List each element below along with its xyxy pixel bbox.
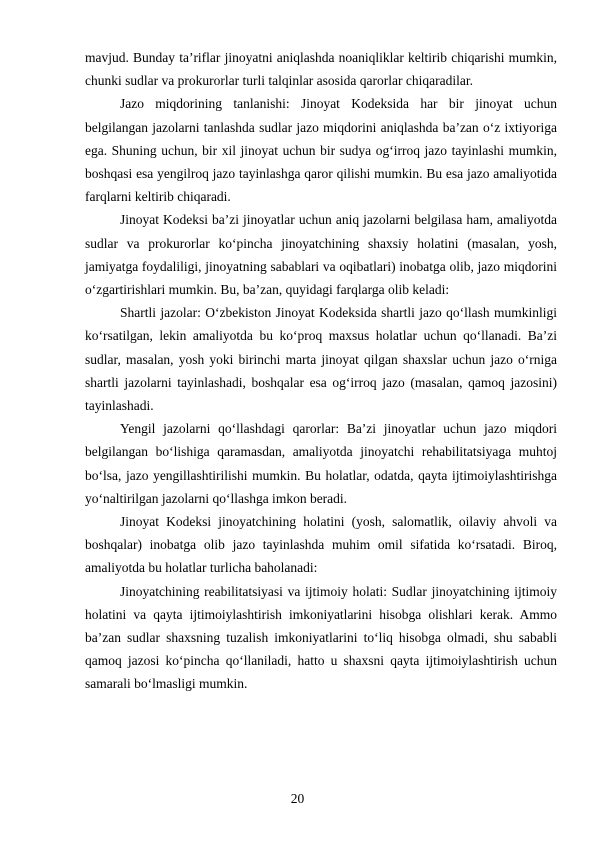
paragraph-conditional-sentences: Shartli jazolar: O‘zbekiston Jinoyat Kodeksida shartli jazo qo‘llash mumkinligi ko‘rsatilgan, lekin amaliyotda bu ko‘proq maxsus holatlar uchun qo‘llanadi. Ba’zi sudlar, masalan, yosh yoki birinchi marta jinoyat qilgan shaxslar uchun jazo o‘rniga shartli jazolarni tayinlashadi, boshqalar esa og‘irroq jazo (masalan, qamoq jazosini) tayinlashadi. <box>85 305 557 414</box>
paragraph-continuation: mavjud. Bunday ta’riflar jinoyatni aniqlashda noaniqliklar keltirib chiqarishi mumkin, chunki sudlar va prokurorlar turli talqinlar asosida qarorlar chiqaradilar. <box>85 50 557 89</box>
paragraph-rehabilitation: Jinoyatchining reabilitatsiyasi va ijtimoiy holati: Sudlar jinoyatchining ijtimoiy holatini va qayta ijtimoiylashtirish imkoniyatlarini hisobga olishlari kerak. Ammo ba’zan sudlar shaxsning tuzalish imkoniyatlarini to‘liq hisobga olmadi, shu sababli qamoq jazosi ko‘pincha qo‘llaniladi, hatto u shaxsni qayta ijtimoiylashtirish uchun samarali bo‘lmasligi mumkin. <box>85 583 557 692</box>
paragraph-lighter-sentences: Yengil jazolarni qo‘llashdagi qarorlar: Ba’zi jinoyatlar uchun jazo miqdori belgilangan bo‘lishiga qaramasdan, amaliyotda jinoyatchi rehabilitatsiyaga muhtoj bo‘lsa, jazo yengillashtirilishi mumkin. Bu holatlar, odatda, qayta ijtimoiylashtirishga yo‘naltirilgan jazolarni qo‘llashga imkon beradi. <box>85 421 557 506</box>
page-number: 20 <box>290 791 305 806</box>
body-text <box>85 46 557 696</box>
paragraph-sentence-length: Jazo miqdorining tanlanishi: Jinoyat Kodeksida har bir jinoyat uchun belgilangan jazolarni tanlashda sudlar jazo miqdorini aniqlashda ba’zan o‘z ixtiyoriga ega. Shuning uchun, bir xil jinoyat uchun bir sudya og‘irroq jazo tayinlashi mumkin, boshqasi esa yengilroq jazo tayinlashga qaror qilishi mumkin. Bu esa jazo amaliyotida farqlarni keltirib chiqaradi. <box>85 96 557 205</box>
paragraph-offender-circumstances: Jinoyat Kodeksi jinoyatchining holatini (yosh, salomatlik, oilaviy ahvoli va boshqalar) inobatga olib jazo tayinlashda muhim omil sifatida ko‘rsatadi. Biroq, amaliyotda bu holatlar turlicha baholanadi: <box>85 514 557 576</box>
paragraph-criminal-code-practice: Jinoyat Kodeksi ba’zi jinoyatlar uchun aniq jazolarni belgilasa ham, amaliyotda sudlar va prokurorlar ko‘pincha jinoyatchining shaxsiy holatini (masalan, yosh, jamiyatga foydaliligi, jinoyatning sabablari va oqibatlari) inobatga olib, jazo miqdorini o‘zgartirishlari mumkin. Bu, ba’zan, quyidagi farqlarga olib keladi: <box>85 212 557 298</box>
